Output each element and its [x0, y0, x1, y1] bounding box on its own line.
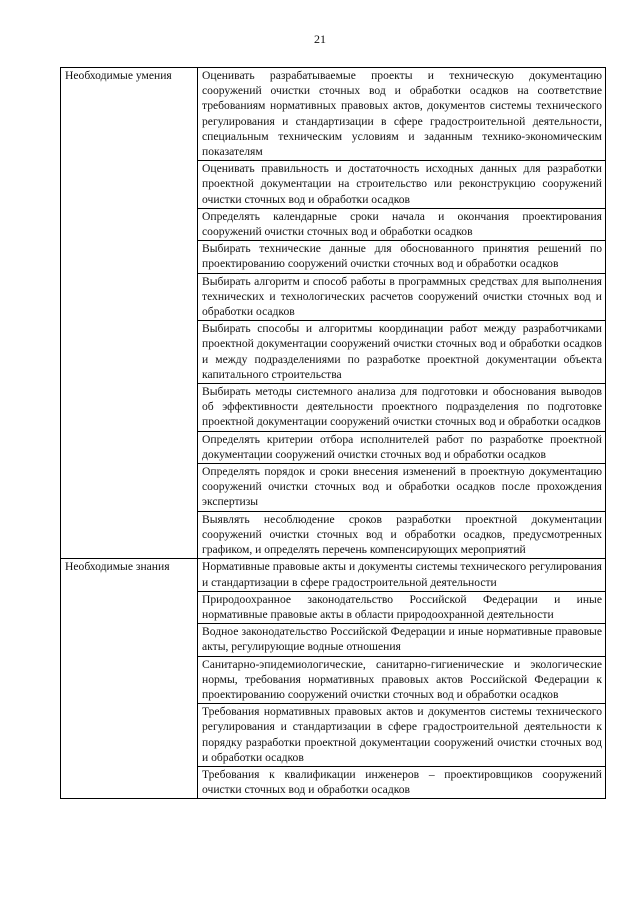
- skill-item: Выбирать алгоритм и способ работы в программных средствах для выполнения технических и технологических расчетов сооружений очистки сточных вод и обработки осадков: [198, 273, 606, 321]
- skill-item: Выбирать способы и алгоритмы координации работ между разработчиками проектной документации сооружений очистки сточных вод и обработки осадков и между подразделениями по разработке проектной документации объекта капитального строительства: [198, 321, 606, 384]
- page-number: 21: [314, 32, 326, 46]
- knowledge-item: Требования к квалификации инженеров – проектировщиков сооружений очистки сточных вод и обработки осадков: [198, 766, 606, 798]
- skill-item: Оценивать разрабатываемые проекты и техническую документацию сооружений очистки сточных вод и обработки осадков на соответствие требованиям нормативных правовых актов, документов системы технического регулирования и стандартизации в сфере градостроительной деятельности, специальным техническим условиям и заданным технико-экономическим показателям: [198, 68, 606, 161]
- skill-item: Выбирать методы системного анализа для подготовки и обоснования выводов об эффективности деятельности проектного подразделения по подготовке проектной документации сооружений очистки сточных вод и обработки осадков: [198, 384, 606, 432]
- table-row: [61, 559, 606, 591]
- knowledge-item: Природоохранное законодательство Российской Федерации и иные нормативные правовые акты в области природоохранной деятельности: [198, 591, 606, 623]
- skill-item: Выявлять несоблюдение сроков разработки проектной документации сооружений очистки сточных вод и обработки осадков, предусмотренных графиком, и определять перечень компенсирующих мероприятий: [198, 511, 606, 559]
- skill-item: Оценивать правильность и достаточность исходных данных для разработки проектной документации на строительство или реконструкцию сооружений очистки сточных вод и обработки осадков: [198, 161, 606, 209]
- requirements-table: [60, 67, 606, 799]
- knowledge-item: Санитарно-эпидемиологические, санитарно-гигиенические и экологические нормы, требования нормативных правовых актов Российской Федерации к проектированию сооружений очистки сточных вод и обработки осадков: [198, 656, 606, 704]
- skill-item: Определять календарные сроки начала и окончания проектирования сооружений очистки сточных вод и обработки осадков: [198, 208, 606, 240]
- skills-label: Необходимые умения: [61, 68, 198, 559]
- skill-item: Определять критерии отбора исполнителей работ по разработке проектной документации сооружений очистки сточных вод и обработки осадков: [198, 431, 606, 463]
- table-row: [61, 68, 606, 161]
- skill-item: Выбирать технические данные для обоснованного принятия решений по проектированию сооружений очистки сточных вод и обработки осадков: [198, 241, 606, 273]
- skill-item: Определять порядок и сроки внесения изменений в проектную документацию сооружений очистки сточных вод и обработки осадков после прохождения экспертизы: [198, 464, 606, 512]
- knowledge-item: Требования нормативных правовых актов и документов системы технического регулирования и стандартизации в сфере градостроительной деятельности к порядку разработки проектной документации сооружений очистки сточных вод и обработки осадков: [198, 704, 606, 767]
- knowledge-item: Водное законодательство Российской Федерации и иные нормативные правовые акты, регулирующие водные отношения: [198, 624, 606, 656]
- knowledge-label: Необходимые знания: [61, 559, 198, 799]
- knowledge-item: Нормативные правовые акты и документы системы технического регулирования и стандартизации в сфере градостроительной деятельности: [198, 559, 606, 591]
